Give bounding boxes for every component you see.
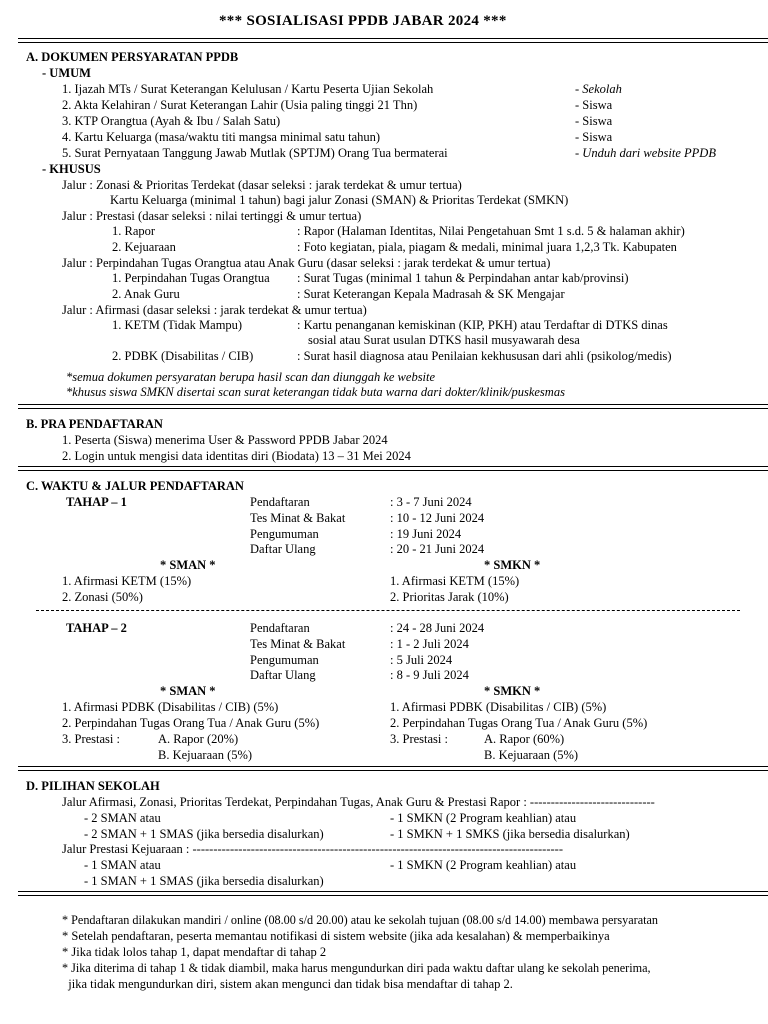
schedule-name: Pendaftaran xyxy=(250,621,310,635)
schedule-date: : 24 - 28 Juni 2024 xyxy=(390,621,485,635)
schedule-name: Tes Minat & Bakat xyxy=(250,637,346,651)
divider xyxy=(18,404,768,409)
smkn-heading: * SMKN * xyxy=(484,684,541,698)
perpindahan-label: 2. Anak Guru xyxy=(112,287,180,301)
footnote: * Jika diterima di tahap 1 & tidak diambil, maka harus mengundurkan diri pada waktu daftar ulang ke sekolah penerima, xyxy=(62,961,651,975)
prestasi-label: 2. Kejuaraan xyxy=(112,240,176,254)
list-item: 5. Surat Pernyataan Tanggung Jawab Mutlak (SPTJM) Orang Tua bermaterai xyxy=(62,146,448,160)
smkn-item: 2. Prioritas Jarak (10%) xyxy=(390,590,509,604)
list-item: 1. Peserta (Siswa) menerima User & Password PPDB Jabar 2024 xyxy=(62,433,388,447)
note: *khusus siswa SMKN disertai scan surat keterangan tidak buta warna dari dokter/klinik/puskesmas xyxy=(66,385,565,399)
sman-item: 1. Afirmasi KETM (15%) xyxy=(62,574,192,588)
sman-heading: * SMAN * xyxy=(160,558,216,572)
dashed-divider xyxy=(36,610,740,611)
sman-item: 2. Perpindahan Tugas Orang Tua / Anak Guru (5%) xyxy=(62,716,320,730)
jalur-perpindahan: Jalur : Perpindahan Tugas Orangtua atau Anak Guru (dasar seleksi : jarak terdekat & umur tertua) xyxy=(62,256,551,270)
footnote: * Jika tidak lolos tahap 1, dapat mendaftar di tahap 2 xyxy=(62,945,327,959)
list-item-source: - Siswa xyxy=(575,98,613,112)
afirmasi-desc: : Kartu penanganan kemiskinan (KIP, PKH) atau Terdaftar di DTKS dinas xyxy=(297,318,668,332)
schedule-name: Tes Minat & Bakat xyxy=(250,511,346,525)
divider xyxy=(18,766,768,771)
school-option: - 1 SMAN atau xyxy=(84,858,161,872)
list-item: 1. Ijazah MTs / Surat Keterangan Kelulusan / Kartu Peserta Ujian Sekolah xyxy=(62,82,434,96)
section-a-heading: A. DOKUMEN PERSYARATAN PPDB xyxy=(26,50,239,64)
list-item-source: - Siswa xyxy=(575,130,613,144)
list-item-source: - Unduh dari website PPDB xyxy=(575,146,716,160)
umum-heading: - UMUM xyxy=(42,66,91,80)
tahap2-label: TAHAP – 2 xyxy=(66,621,127,635)
list-item: 2. Login untuk mengisi data identitas diri (Biodata) 13 – 31 Mei 2024 xyxy=(62,449,411,463)
perpindahan-desc: : Surat Keterangan Kepala Madrasah & SK Mengajar xyxy=(297,287,565,301)
divider xyxy=(18,466,768,471)
schedule-date: : 1 - 2 Juli 2024 xyxy=(390,637,469,651)
divider xyxy=(18,38,768,43)
schedule-date: : 8 - 9 Juli 2024 xyxy=(390,668,469,682)
sman-heading: * SMAN * xyxy=(160,684,216,698)
school-option: - 1 SMAN + 1 SMAS (jika bersedia disalurkan) xyxy=(84,874,324,888)
footnote: * Pendaftaran dilakukan mandiri / online (08.00 s/d 20.00) atau ke sekolah tujuan (08.00 s/d 14.00) membawa persyaratan xyxy=(62,913,659,927)
tahap1-label: TAHAP – 1 xyxy=(66,495,127,509)
sman-item: 1. Afirmasi PDBK (Disabilitas / CIB) (5%) xyxy=(62,700,279,714)
school-option: - 1 SMKN (2 Program keahlian) atau xyxy=(390,811,577,825)
sman-prestasi-item: B. Kejuaraan (5%) xyxy=(158,748,253,762)
sman-prestasi-label: 3. Prestasi : xyxy=(62,732,120,746)
schedule-date: : 19 Juni 2024 xyxy=(390,527,462,541)
smkn-prestasi-item: A. Rapor (60%) xyxy=(484,732,565,746)
prestasi-desc: : Rapor (Halaman Identitas, Nilai Pengetahuan Smt 1 s.d. 5 & halaman akhir) xyxy=(297,224,685,238)
list-item-source: - Sekolah xyxy=(575,82,622,96)
jalur-afirmasi: Jalur : Afirmasi (dasar seleksi : jarak terdekat & umur tertua) xyxy=(62,303,367,317)
footnote: * Setelah pendaftaran, peserta memantau notifikasi di sistem website (jika ada kesalahan) & memperbaikinya xyxy=(62,929,610,943)
footnote: jika tidak mengundurkan diri, sistem akan mengunci dan tidak bisa mendaftar di tahap 2. xyxy=(62,977,513,991)
prestasi-desc: : Foto kegiatan, piala, piagam & medali, minimal juara 1,2,3 Tk. Kabupaten xyxy=(297,240,677,254)
schedule-date: : 3 - 7 Juni 2024 xyxy=(390,495,472,509)
prestasi-label: 1. Rapor xyxy=(112,224,156,238)
afirmasi-label: 2. PDBK (Disabilitas / CIB) xyxy=(112,349,254,363)
smkn-prestasi-item: B. Kejuaraan (5%) xyxy=(484,748,579,762)
schedule-name: Pengumuman xyxy=(250,653,319,667)
khusus-heading: - KHUSUS xyxy=(42,162,101,176)
school-option: - 2 SMAN + 1 SMAS (jika bersedia disalurkan) xyxy=(84,827,324,841)
afirmasi-desc-cont: sosial atau Surat usulan DTKS hasil musyawarah desa xyxy=(308,333,580,347)
jalur-group: Jalur Prestasi Kejuaraan : ----------------------------------------------------------------------------------------- xyxy=(62,842,563,856)
school-option: - 1 SMKN + 1 SMKS (jika bersedia disalurkan) xyxy=(390,827,630,841)
perpindahan-desc: : Surat Tugas (minimal 1 tahun & Perpindahan antar kab/provinsi) xyxy=(297,271,629,285)
schedule-date: : 5 Juli 2024 xyxy=(390,653,453,667)
sman-prestasi-item: A. Rapor (20%) xyxy=(158,732,239,746)
perpindahan-label: 1. Perpindahan Tugas Orangtua xyxy=(112,271,270,285)
list-item: 3. KTP Orangtua (Ayah & Ibu / Salah Satu) xyxy=(62,114,281,128)
school-option: - 2 SMAN atau xyxy=(84,811,161,825)
schedule-name: Pengumuman xyxy=(250,527,319,541)
schedule-name: Pendaftaran xyxy=(250,495,310,509)
smkn-heading: * SMKN * xyxy=(484,558,541,572)
section-d-heading: D. PILIHAN SEKOLAH xyxy=(26,779,160,793)
jalur-zonasi: Jalur : Zonasi & Prioritas Terdekat (dasar seleksi : jarak terdekat & umur tertua) xyxy=(62,178,462,192)
smkn-item: 1. Afirmasi PDBK (Disabilitas / CIB) (5%) xyxy=(390,700,607,714)
school-option: - 1 SMKN (2 Program keahlian) atau xyxy=(390,858,577,872)
divider xyxy=(18,891,768,896)
schedule-name: Daftar Ulang xyxy=(250,542,316,556)
page-title: *** SOSIALISASI PPDB JABAR 2024 *** xyxy=(219,13,507,29)
smkn-item: 2. Perpindahan Tugas Orang Tua / Anak Guru (5%) xyxy=(390,716,648,730)
section-c-heading: C. WAKTU & JALUR PENDAFTARAN xyxy=(26,479,244,493)
list-item: 2. Akta Kelahiran / Surat Keterangan Lahir (Usia paling tinggi 21 Thn) xyxy=(62,98,418,112)
section-b-heading: B. PRA PENDAFTARAN xyxy=(26,417,163,431)
jalur-zonasi-detail: Kartu Keluarga (minimal 1 tahun) bagi jalur Zonasi (SMAN) & Prioritas Terdekat (SMKN) xyxy=(110,193,569,207)
schedule-name: Daftar Ulang xyxy=(250,668,316,682)
sman-item: 2. Zonasi (50%) xyxy=(62,590,143,604)
schedule-date: : 20 - 21 Juni 2024 xyxy=(390,542,485,556)
list-item: 4. Kartu Keluarga (masa/waktu titi mangsa minimal satu tahun) xyxy=(62,130,381,144)
afirmasi-desc: : Surat hasil diagnosa atau Penilaian kekhususan dari ahli (psikolog/medis) xyxy=(297,349,672,363)
list-item-source: - Siswa xyxy=(575,114,613,128)
note: *semua dokumen persyaratan berupa hasil scan dan diunggah ke website xyxy=(66,370,436,384)
schedule-date: : 10 - 12 Juni 2024 xyxy=(390,511,485,525)
afirmasi-label: 1. KETM (Tidak Mampu) xyxy=(112,318,243,332)
jalur-group: Jalur Afirmasi, Zonasi, Prioritas Terdekat, Perpindahan Tugas, Anak Guru & Prestasi Rapor : ------------------------------ xyxy=(62,795,655,809)
jalur-prestasi: Jalur : Prestasi (dasar seleksi : nilai tertinggi & umur tertua) xyxy=(62,209,362,223)
smkn-item: 1. Afirmasi KETM (15%) xyxy=(390,574,520,588)
smkn-prestasi-label: 3. Prestasi : xyxy=(390,732,448,746)
